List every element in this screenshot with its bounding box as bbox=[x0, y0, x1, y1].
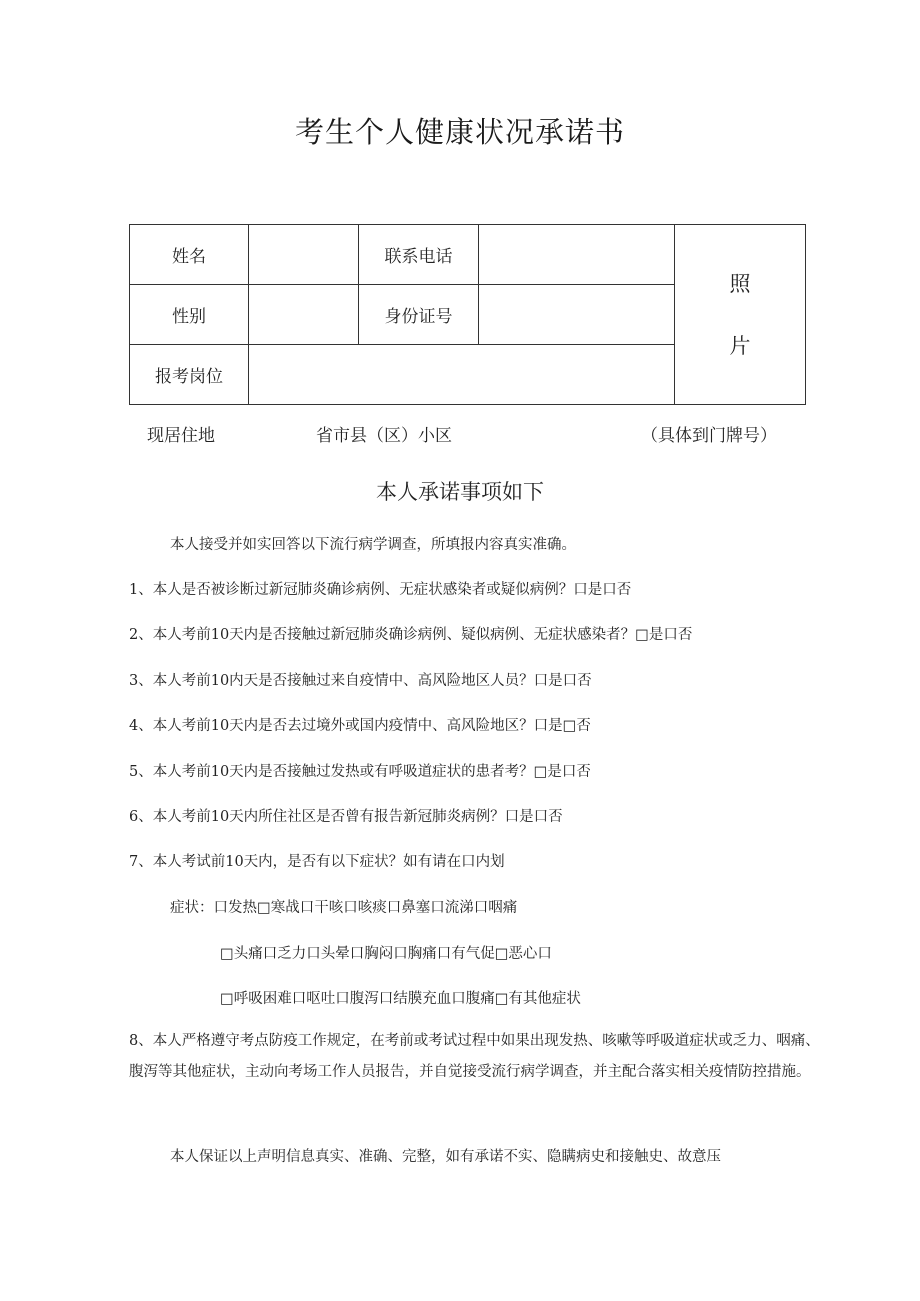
phone-field[interactable] bbox=[479, 225, 675, 285]
question-item-7: 7、本人考试前10天内，是否有以下症状？如有请在口内划 bbox=[129, 854, 505, 870]
gender-field[interactable] bbox=[249, 285, 359, 345]
position-label: 报考岗位 bbox=[130, 345, 249, 405]
question-item-1: 1、本人是否被诊断过新冠肺炎确诊病例、无症状感染者或疑似病例？口是口否 bbox=[129, 582, 632, 598]
residence-address-parts: 省市县（区）小区 bbox=[316, 426, 452, 446]
position-field[interactable] bbox=[249, 345, 675, 405]
commitment-subtitle: 本人承诺事项如下 bbox=[376, 480, 544, 504]
name-field[interactable] bbox=[249, 225, 359, 285]
item-8-paragraph: 8、本人严格遵守考点防疫工作规定，在考前或考试过程中如果出现发热、咳嗽等呼吸道症状或乏力、咽痛、腹泻等其他症状，主动向考场工作人员报告，并自觉接受流行病学调查，并主配合落实相关疫情防控措施。 bbox=[129, 1033, 820, 1080]
question-item-5: 5、本人考前10天内是否接触过发热或有呼吸道症状的患者考？□是口否 bbox=[129, 764, 591, 780]
applicant-info-table bbox=[129, 224, 806, 405]
question-item-3: 3、本人考前10内天是否接触过来自疫情中、高风险地区人员？口是口否 bbox=[129, 673, 592, 689]
closing-statement: 本人保证以上声明信息真实、准确、完整，如有承诺不实、隐瞒病史和接触史、故意压 bbox=[170, 1149, 721, 1165]
question-item-4: 4、本人考前10天内是否去过境外或国内疫情中、高风险地区？口是□否 bbox=[129, 718, 591, 734]
question-item-6: 6、本人考前10天内所住社区是否曾有报告新冠肺炎病例？口是口否 bbox=[129, 809, 563, 825]
page-title: 考生个人健康状况承诺书 bbox=[294, 115, 625, 149]
residence-note: （具体到门牌号） bbox=[641, 426, 777, 446]
symptom-line-3: □呼吸困难口呕吐口腹泻口结膜充血口腹痛□有其他症状 bbox=[220, 991, 581, 1007]
phone-label: 联系电话 bbox=[359, 225, 479, 285]
symptom-line-2: □头痛口乏力口头晕口胸闷口胸痛口有气促□恶心口 bbox=[220, 946, 552, 962]
id-number-field[interactable] bbox=[479, 285, 675, 345]
intro-paragraph: 本人接受并如实回答以下流行病学调查，所填报内容真实准确。 bbox=[170, 537, 576, 553]
gender-label: 性别 bbox=[130, 285, 249, 345]
residence-label: 现居住地 bbox=[147, 426, 215, 446]
symptom-line-1: 症状：口发热□寒战口干咳口咳痰口鼻塞口流涕口咽痛 bbox=[170, 900, 518, 916]
id-number-label: 身份证号 bbox=[359, 285, 479, 345]
photo-label-line2: 片 bbox=[729, 333, 751, 358]
photo-box[interactable] bbox=[675, 225, 806, 405]
photo-label-line1: 照 bbox=[729, 271, 751, 296]
question-item-2: 2、本人考前10天内是否接触过新冠肺炎确诊病例、疑似病例、无症状感染者？□是口否 bbox=[129, 627, 693, 643]
name-label: 姓名 bbox=[130, 225, 249, 285]
